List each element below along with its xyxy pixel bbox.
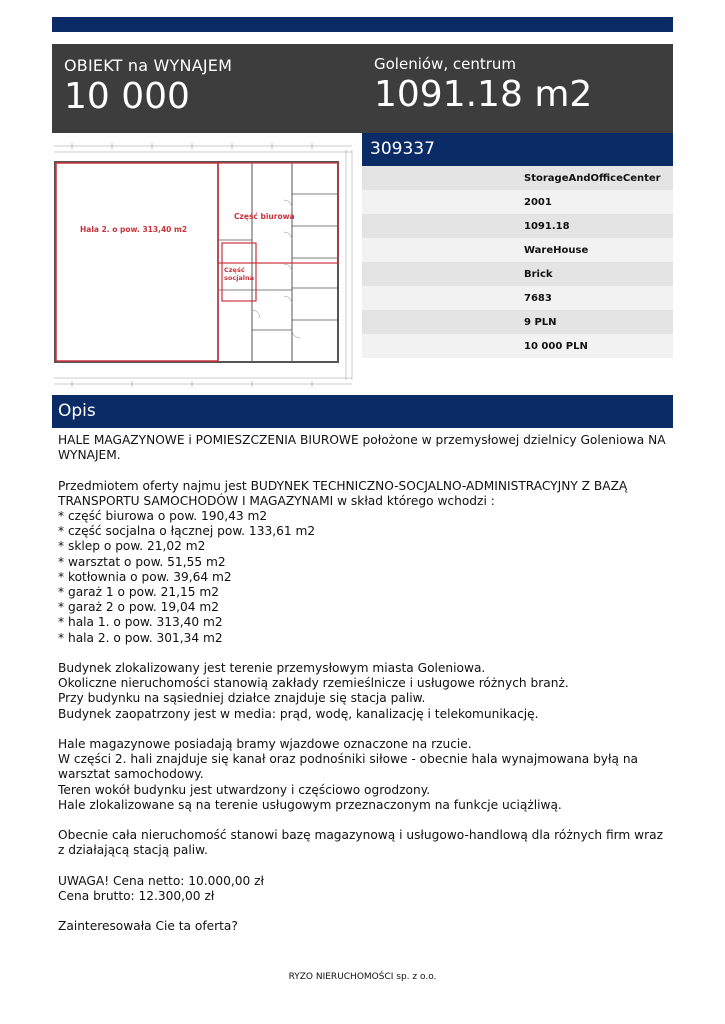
total-price-value: 10 000 PLN [362, 334, 673, 358]
area-item: * sklep o pow. 21,02 m2 [58, 539, 206, 554]
agency-footer: RYZO NIERUCHOMOŚCI sp. z o.o. [288, 972, 437, 982]
area-item: * garaż 1 o pow. 21,15 m2 [58, 585, 220, 600]
location-line: Okoliczne nieruchomości stanowią zakłady rzemieślnicze i usługowe różnych branż. [58, 676, 569, 691]
listing-id: 309337 [362, 133, 673, 166]
listing-area: 1091.18 m2 [374, 74, 593, 115]
listing-location: Goleniów, centrum [374, 55, 517, 73]
property-type-value: StorageAndOfficeCenter [362, 166, 673, 190]
social-area-label-line1: Część [224, 266, 245, 274]
area-item: * hala 2. o pow. 301,34 m2 [58, 630, 223, 645]
material-value: Brick [362, 262, 673, 286]
description-heading: Opis [52, 395, 673, 428]
area-item: * garaż 2 o pow. 19,04 m2 [58, 600, 220, 615]
social-area-label-line2: socjalna [224, 274, 255, 282]
property-details-table [362, 166, 673, 358]
location-line: Przy budynku na sąsiedniej działce znajduje się stacja paliw. [58, 691, 426, 706]
location-line: Budynek zaopatrzony jest w media: prąd, wodę, kanalizację i telekomunikację. [58, 706, 539, 721]
area-item: * hala 1. o pow. 313,40 m2 [58, 615, 223, 630]
halls-line: Teren wokół budynku jest utwardzony i częściowo ogrodzony. [58, 782, 431, 797]
current-use-text: Obecnie cała nieruchomość stanowi bazę magazynową i usługowo-handlową dla różnych firm wraz z działającą stacją paliw. [58, 828, 664, 858]
floor-plan-image [52, 140, 362, 392]
description-intro: HALE MAGAZYNOWE i POMIESZCZENIA BIUROWE położone w przemysłowej dzielnicy Goleniowa NA WYNAJEM. [58, 433, 666, 463]
location-line: Budynek zlokalizowany jest terenie przemysłowym miasta Goleniowa. [58, 661, 486, 676]
listing-header [52, 44, 673, 133]
top-accent-bar [52, 17, 673, 32]
gross-price-text: Cena brutto: 12.300,00 zł [58, 889, 215, 904]
halls-line: Hale magazynowe posiadają bramy wjazdowe oznaczone na rzucie. [58, 737, 472, 752]
area-value: 1091.18 [362, 214, 673, 238]
closing-question: Zainteresowała Cie ta oferta? [58, 919, 238, 934]
halls-line: Hale zlokalizowane są na terenie usługowym przeznaczonym na funkcje uciążliwą. [58, 797, 562, 812]
plot-area-value: 7683 [362, 286, 673, 310]
listing-price: 10 000 [64, 76, 190, 117]
area-item: * kotłownia o pow. 39,64 m2 [58, 569, 232, 584]
description-body [58, 433, 670, 935]
description-subject: Przedmiotem oferty najmu jest BUDYNEK TECHNICZNO-SOCJALNO-ADMINISTRACYJNY Z BAZĄ TRANSPORTU SAMOCHODÓW I MAGAZYNAMI w skład którego wchodzi : [58, 478, 628, 508]
halls-line: W części 2. hali znajduje się kanał oraz podnośniki siłowe - obecnie hala wynajmowana byłą na warsztat samochodowy. [58, 752, 639, 782]
area-item: * część biurowa o pow. 190,43 m2 [58, 509, 268, 523]
price-per-m2-value: 9 PLN [362, 310, 673, 334]
year-built-value: 2001 [362, 190, 673, 214]
area-item: * warsztat o pow. 51,55 m2 [58, 554, 226, 569]
office-area-label: Część biurowa [234, 212, 295, 221]
net-price-text: UWAGA! Cena netto: 10.000,00 zł [58, 873, 265, 888]
building-type-value: WareHouse [362, 238, 673, 262]
listing-type-label: OBIEKT na WYNAJEM [64, 56, 233, 75]
hall-label: Hala 2. o pow. 313,40 m2 [80, 225, 188, 234]
area-item: * część socjalna o łącznej pow. 133,61 m2 [58, 524, 316, 539]
